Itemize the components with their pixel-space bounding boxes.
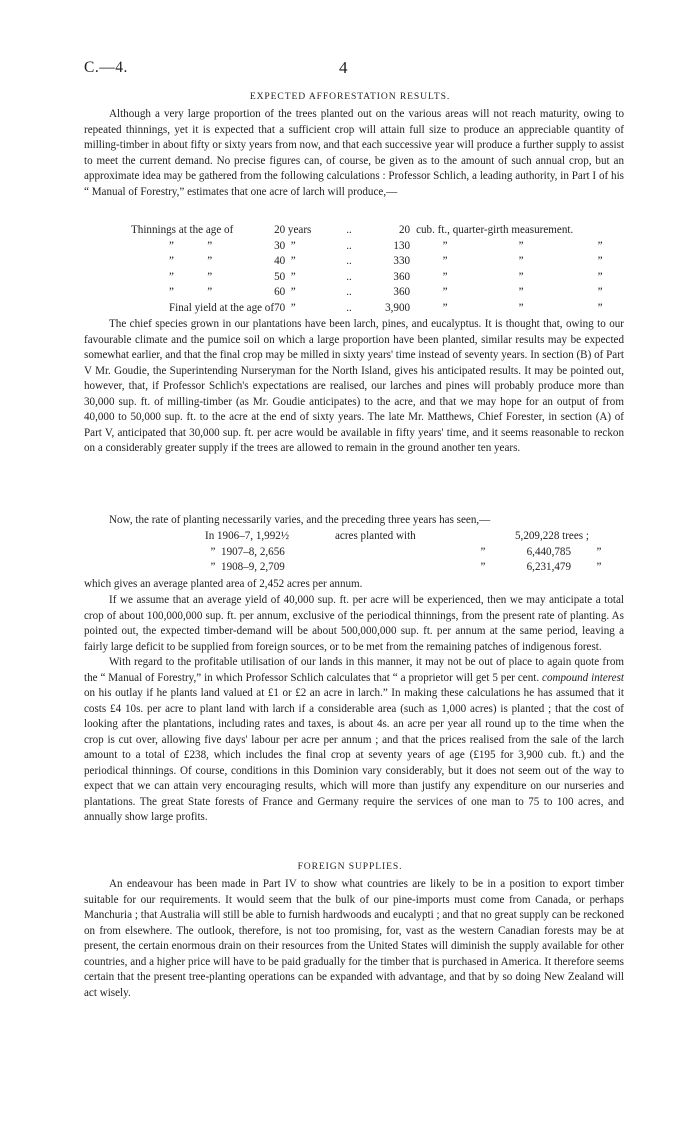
yield-unit: ” <box>442 301 448 314</box>
planting-acres-label <box>335 545 455 561</box>
planting-year: ” 1907–8, 2,656 <box>205 545 285 558</box>
planting-ditto: ” <box>480 561 486 573</box>
yield-ditto: ” <box>518 286 524 299</box>
yield-row <box>131 301 636 317</box>
yield-row <box>131 270 636 286</box>
yield-age: 50 ” <box>274 270 296 283</box>
planting-row <box>205 529 627 545</box>
yield-label: Thinnings at the age of <box>131 224 234 236</box>
paragraph-afforestation-intro: Although a very large proportion of the trees planted out on the various areas will not reach maturity, owing to repeated thinnings, yet it is expected that a sufficient crop will attain full size to produce an appreciable quantity of milling-timber in about fifty or sixty years from now, and that each successive year will produce a further supply to assist to meet the current demand. No precise figures can, of course, be given as to the amount of such annual crop, but an approximate idea may be gathered from the following calculations : Professor Schlich, a leading authority, in Part I of his “ Manual of Forestry,” estimates that one acre of larch will produce,— <box>84 108 624 198</box>
yield-unit: ” <box>442 255 448 268</box>
yield-ditto: ” <box>518 270 524 283</box>
paragraph-chief-species: The chief species grown in our plantations have been larch, pines, and eucalyptus. It is thought that, owing to our favourable climate and the pumice soil on which a large proportion have been planted, similar results may be expected somewhat earlier, and that the final crop may be milled in sixty years' time instead of seventy years. In section (B) of Part V Mr. Goudie, the Superintending Nurseryman for the North Island, gives his anticipated results. It may be pointed out, however, that, if Professor Schlich's expectations are realised, our larches and pines will probably produce more than 30,000 sup. ft. of milling-timber (as Mr. Goudie anticipates) to the acre, and that we may hope for an output of from 40,000 to 50,000 sup. ft. to the acre at the end of sixty years. The late Mr. Matthews, Chief Forester, in section (A) of Part V, anticipated that 30,000 sup. ft. per acre would be available in fifty years' time, and it seems reasonable to reckon on a considerably greater supply if the trees are allowed to remain in the ground another ten years. <box>84 318 624 455</box>
yield-ditto: ” <box>597 239 603 252</box>
yield-unit: ” <box>442 270 448 283</box>
yield-amount: 130 <box>393 239 411 252</box>
yield-row <box>131 254 636 270</box>
yield-amount: 330 <box>393 255 411 268</box>
larch-yield-table <box>131 223 636 316</box>
yield-row <box>131 223 636 239</box>
planting-ditto-tail: ” <box>596 545 602 558</box>
planting-row <box>205 560 627 576</box>
yield-age: 40 ” <box>274 255 296 268</box>
paragraph-profitable-utilisation <box>84 655 624 826</box>
yield-label: ” ” <box>169 239 213 252</box>
yield-row <box>131 239 636 255</box>
yield-ditto: ” <box>597 301 603 314</box>
yield-ditto: ” <box>597 286 603 299</box>
yield-unit: ” <box>442 286 448 299</box>
paragraph-foreign-supplies: An endeavour has been made in Part IV to show what countries are likely to be in a position to export timber suitable for our requirements. It would seem that the bulk of our pine-imports must come from Canada, or perhaps Manchuria ; that Australia will still be able to furnish hardwoods and eucalypti ; and that no great supply can be reckoned on from elsewhere. The outlook, therefore, is not too promising, for, vast as the western Canadian forests may be at present, the certain enormous drain on their resources from the United States will diminish the supply available for other countries, and a higher price will have to be paid gradually for the timber that is purchased in America. It therefore seems certain that the present tree-planting operations can be expanded with advantage, and that by so doing New Zealand will act wisely. <box>84 878 624 999</box>
utilisation-text-end: on his outlay if he plants land valued at £1 or £2 an acre in larch.” In making these calculations he has assumed that it costs £4 10s. per acre to plant land with larch if a considerable area (such as 1,000 acres) is planted ; that the cost of looking after the plantations, including rates and taxes, is about 4s. an acre per year all round up to the time when the crop is cut over, allowing five days' labour per acre per annum ; and that the prices realised from the sale of the larch amount to a total of £238, which includes the final crop at seventy years of age (£195 for 3,900 cub. ft.) and the periodical thinnings. Of course, conditions in this Dominion vary considerably, but it does not seem out of the way to expect that we can attain very encouraging results, which will more than justify any expenditure on our nurseries and plantations. The great State forests of France and Germany require the services of one man to 75 to 100 acres, and annually show large profits. <box>84 687 624 824</box>
paragraph-rate-of-planting: Now, the rate of planting necessarily varies, and the preceding three years has seen,— <box>109 514 491 526</box>
yield-label: ” ” <box>169 270 213 283</box>
yield-amount: 360 <box>393 286 411 299</box>
yield-unit: ” <box>442 239 448 252</box>
yield-ditto: ” <box>518 239 524 252</box>
yield-ditto: ” <box>518 301 524 314</box>
planting-year: In 1906–7, 1,992½ <box>205 530 290 542</box>
yield-dots: .. <box>346 239 352 252</box>
planting-trees: 6,440,785 <box>526 545 571 558</box>
utilisation-text-start: With regard to the profitable utilisation of our lands in this manner, it may not be out of place to again quote from the “ Manual of Forestry,” in which Professor Schlich calculates that “ a proprietor will get 5 per cent. <box>84 656 624 684</box>
yield-amount: 360 <box>393 270 411 283</box>
yield-ditto: ” <box>597 255 603 268</box>
planting-year: ” 1908–9, 2,709 <box>205 561 285 573</box>
planting-acres-label <box>335 560 455 576</box>
yield-amount: 3,900 <box>385 301 411 314</box>
yield-age: 30 ” <box>274 239 296 252</box>
yield-label: ” ” <box>169 286 213 299</box>
section-heading-foreign-supplies: FOREIGN SUPPLIES. <box>297 861 403 872</box>
planting-rate-table <box>205 529 627 576</box>
page-number: 4 <box>339 58 348 77</box>
yield-ditto: ” <box>518 255 524 268</box>
planting-ditto-tail: ” <box>596 561 602 573</box>
page-reference: C.—4. <box>84 59 128 76</box>
yield-dots: .. <box>346 286 352 299</box>
planting-trees: 5,209,228 trees ; <box>515 530 589 542</box>
utilisation-emphasis: compound interest <box>542 671 625 684</box>
planting-acres-label: acres planted with <box>335 530 416 542</box>
yield-amount: 20 <box>398 224 411 236</box>
planting-trees: 6,231,479 <box>526 561 571 573</box>
yield-age: 60 ” <box>274 286 296 299</box>
yield-dots: .. <box>346 301 352 314</box>
paragraph-average-area: which gives an average planted area of 2,452 acres per annum. <box>84 578 363 590</box>
yield-dots: .. <box>346 224 352 236</box>
yield-label: ” ” <box>169 255 213 268</box>
yield-dots: .. <box>346 255 352 268</box>
section-heading-afforestation: EXPECTED AFFORESTATION RESULTS. <box>249 91 451 102</box>
yield-row <box>131 285 636 301</box>
yield-label: Final yield at the age of <box>169 301 275 314</box>
yield-dots: .. <box>346 270 352 283</box>
planting-ditto: ” <box>480 545 486 558</box>
yield-age: 20 years <box>274 224 312 236</box>
yield-age: 70 ” <box>274 301 296 314</box>
yield-ditto: ” <box>597 270 603 283</box>
paragraph-total-crop: If we assume that an average yield of 40,000 sup. ft. per acre will be experienced, then we may anticipate a total crop of about 100,000,000 sup. ft. per annum, exclusive of the periodical thinnings, from the present rate of planting. As pointed out, the expected timber-demand will be about 500,000,000 sup. ft. per annum at the same period, leaving a fairly large deficit to be supplied from foreign sources, or to be met from the remaining patches of indigenous forest. <box>84 594 624 653</box>
planting-row <box>205 545 627 561</box>
yield-unit: cub. ft., quarter-girth measurement. <box>416 224 574 236</box>
